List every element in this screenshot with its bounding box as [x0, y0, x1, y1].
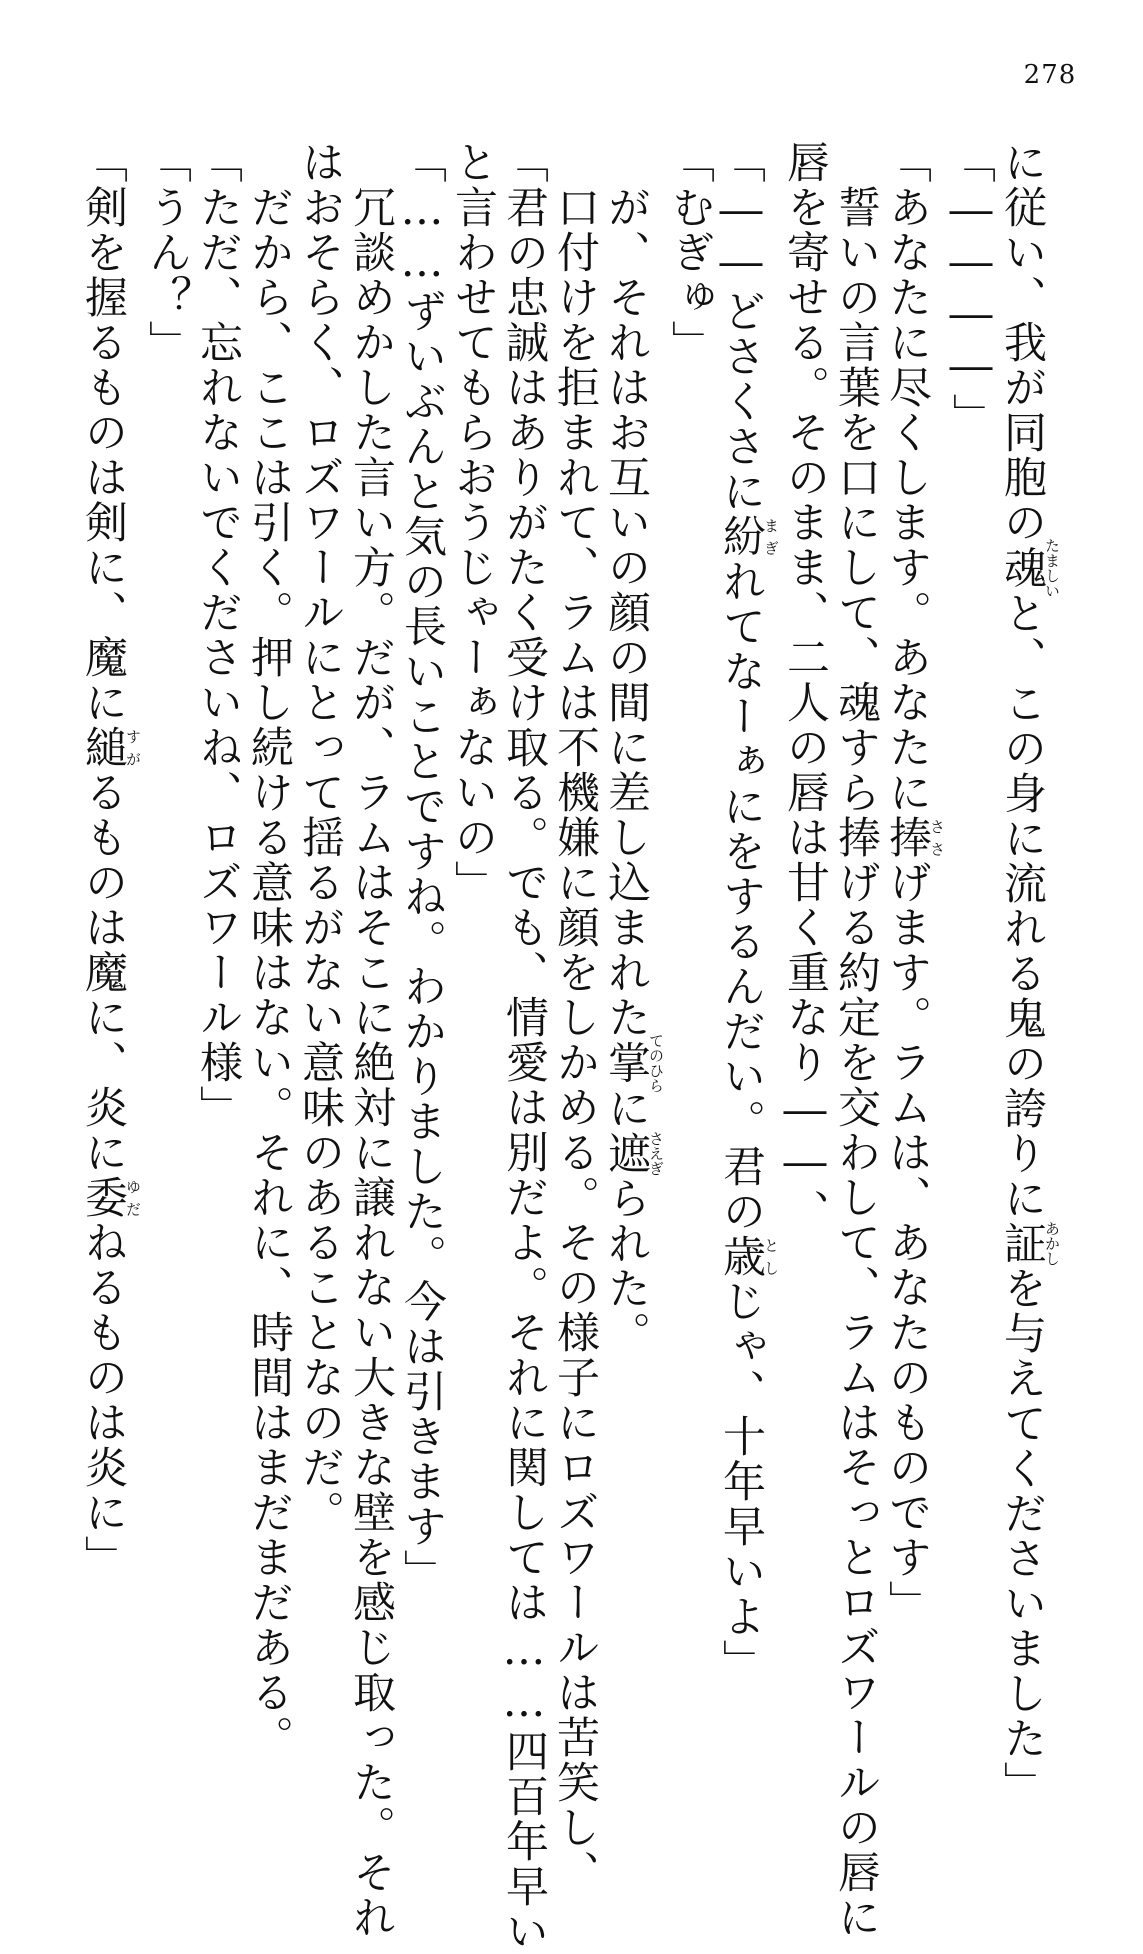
ruby-word [716, 1234, 780, 1279]
text-segment: が、それはお互いの顔の間に差し込まれた [601, 140, 651, 1040]
text-segment: るものは魔に、炎に [78, 770, 128, 1175]
text-line [996, 140, 1061, 1806]
ruby-word [601, 1033, 665, 1093]
ruby-word [882, 815, 946, 860]
ruby-base: 遮 [601, 1131, 651, 1176]
ruby-reading: さえぎ [647, 1131, 665, 1176]
ruby-reading: とし [762, 1234, 780, 1279]
ruby-word [601, 1131, 665, 1176]
ruby-base: 証 [997, 1221, 1047, 1266]
text-segment: ねるものは炎に」 [78, 1220, 128, 1580]
text-segment: に従い、我が同胞の [997, 140, 1047, 545]
page-number: 278 [1023, 60, 1077, 90]
ruby-base: 歳 [716, 1234, 766, 1279]
text-line [549, 140, 600, 1895]
ruby-word [716, 514, 780, 559]
text-segment: 「――どさくさに [716, 140, 766, 514]
text-line [881, 140, 945, 1640]
text-segment: 「ただ、忘れないでくださいね、ロズワール様」 [193, 140, 243, 1130]
text-line [77, 140, 141, 1640]
text-line [192, 140, 243, 1640]
text-line [447, 140, 498, 1640]
ruby-word [997, 1221, 1061, 1266]
text-segment: 「うん？」 [142, 140, 192, 365]
text-line [243, 140, 294, 1760]
text-line [779, 140, 830, 1640]
text-segment: 冗談めかした言い方。だが、ラムはそこに絶対に譲れない大きな壁を感じ取った。それ [346, 140, 396, 1940]
text-segment: れてなーぁにをするんだい。君の [716, 559, 766, 1234]
ruby-reading: ささ [928, 815, 946, 860]
ruby-base: 捧 [882, 815, 932, 860]
text-segment: 唇を寄せる。そのまま、二人の唇は甘く重なり――、 [780, 140, 830, 1234]
text-line [396, 140, 447, 1640]
text-segment: 「剣を握るものは剣に、魔に [78, 140, 128, 725]
text-segment: と言わせてもらおうじゃーぁないの」 [448, 140, 498, 905]
ruby-word [78, 1175, 142, 1220]
text-segment: 口付けを拒まれて、ラムは不機嫌に顔をしかめる。その様子にロズワールは苦笑し、 [550, 140, 600, 1895]
text-segment: げます。ラムは、あなたのものです」 [882, 860, 932, 1625]
ruby-reading: まぎ [762, 514, 780, 559]
ruby-base: 魂 [997, 538, 1047, 598]
ruby-reading: すが [124, 725, 142, 770]
text-segment: 「あなたに尽くします。あなたに [882, 140, 932, 815]
text-segment: 「……ずいぶんと気の長いことですね。わかりました。今は引きます」 [397, 140, 447, 1594]
text-line [141, 140, 192, 1640]
ruby-reading: あかし [1043, 1221, 1061, 1266]
text-line [715, 140, 780, 1684]
text-segment: だから、ここは引く。押し続ける意味はない。それに、時間はまだまだある。 [244, 140, 294, 1760]
text-segment: はおそらく、ロズワールにとって揺るがない意味のあることなのだ。 [295, 140, 345, 1535]
text-segment: 「むぎゅ」 [665, 140, 715, 365]
text-segment: 「君の忠誠はありがたく受け取る。でも、情愛は別だよ。それに関しては……四百年早い [499, 140, 549, 1954]
text-line [945, 140, 996, 1640]
ruby-base: 縋 [78, 725, 128, 770]
ruby-reading: たましい [1043, 538, 1061, 598]
ruby-base: 掌 [601, 1033, 651, 1093]
vertical-text-body [78, 140, 1061, 1954]
ruby-base: 委 [78, 1175, 128, 1220]
ruby-word [78, 725, 142, 770]
text-segment: 誓いの言葉を口にして、魂すら捧げる約定を交わして、ラムはそっとロズワールの唇に [831, 140, 881, 1940]
text-line [830, 140, 881, 1940]
text-line [294, 140, 345, 1640]
ruby-reading: ゆだ [124, 1175, 142, 1220]
text-segment: 「――――」 [946, 140, 996, 438]
text-segment: じゃ、十年早いよ」 [716, 1279, 766, 1684]
text-line [345, 140, 396, 1940]
text-segment: に [601, 1086, 651, 1131]
text-line [664, 140, 715, 1640]
text-line [498, 140, 549, 1954]
text-segment: を与えてくださいました」 [997, 1266, 1047, 1806]
ruby-base: 紛 [716, 514, 766, 559]
ruby-word [997, 538, 1061, 598]
text-segment: られた。 [601, 1176, 651, 1356]
text-segment: と、この身に流れる鬼の誇りに [997, 591, 1047, 1221]
ruby-reading: てのひら [647, 1033, 665, 1093]
text-line [600, 140, 664, 1640]
